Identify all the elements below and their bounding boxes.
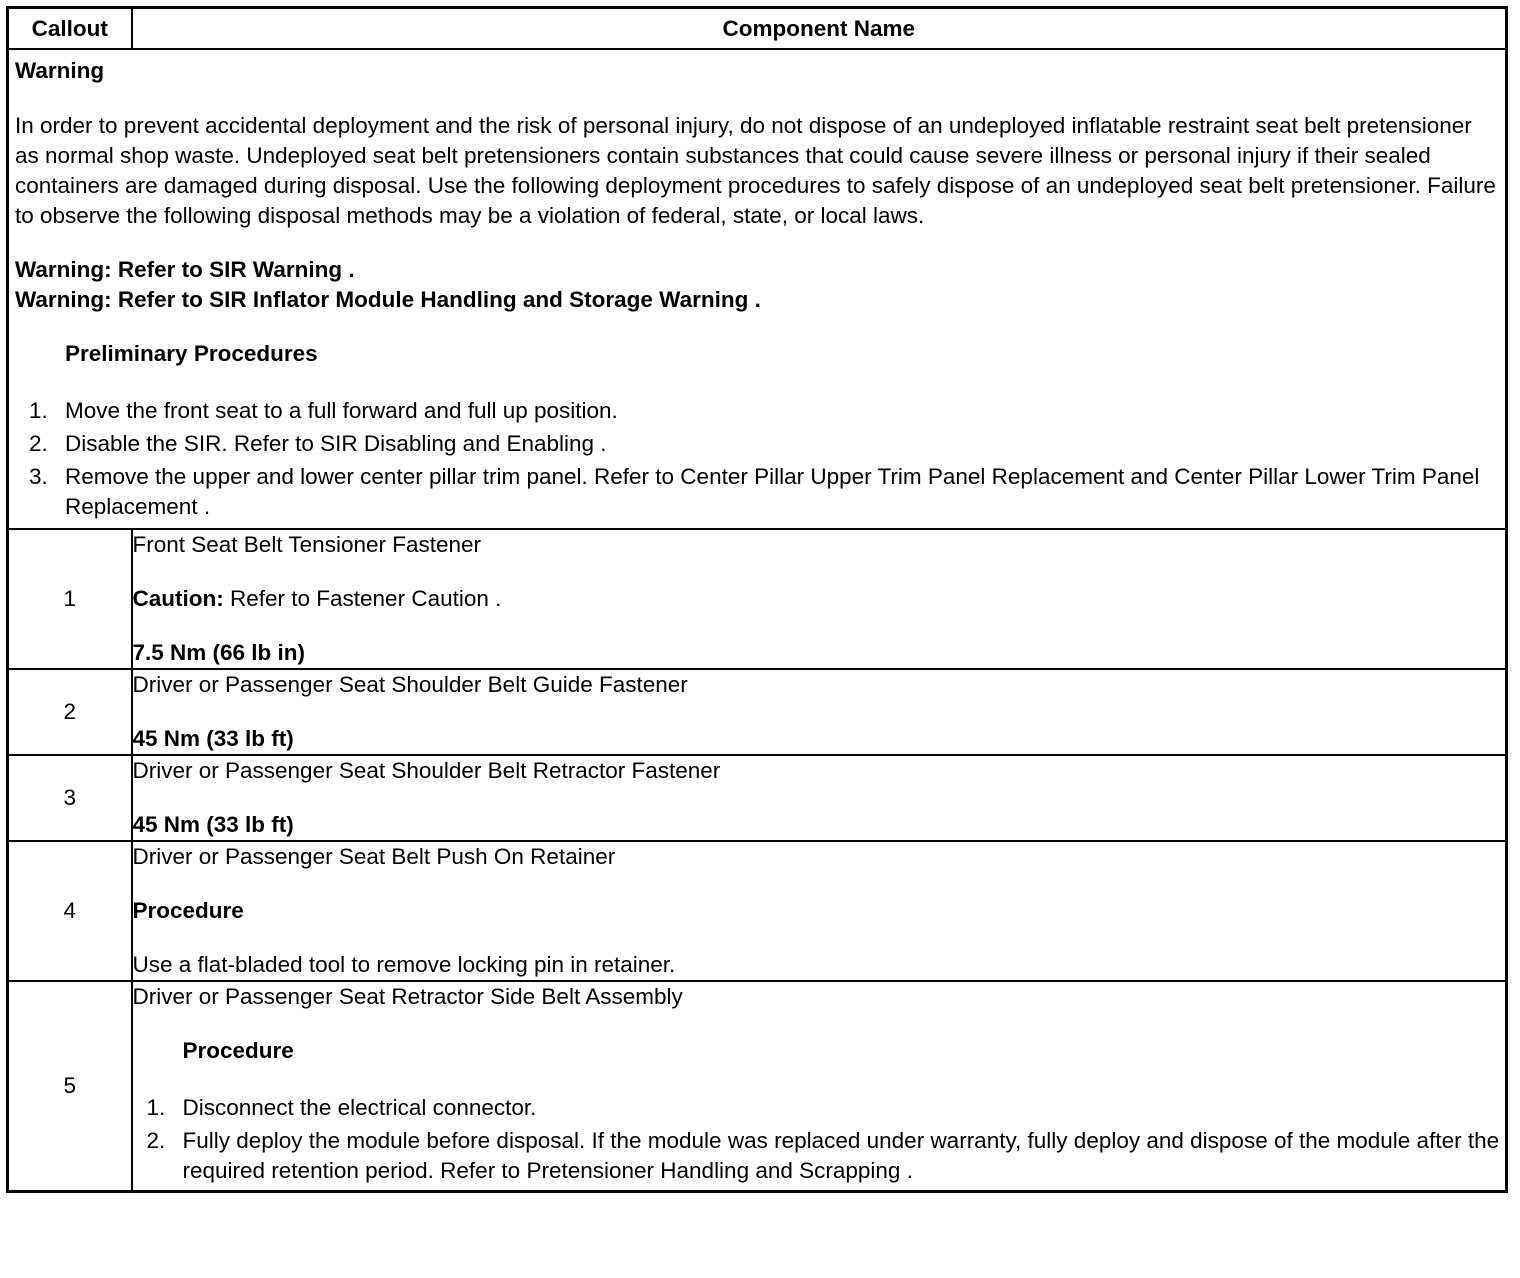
procedure-steps [133,1093,1506,1186]
list-item: 1. Move the front seat to a full forward and full up position. [29,398,618,423]
warning-text: In order to prevent accidental deployment and the risk of personal injury, do not dispose of an undeployed inflatable restraint seat belt pretensioner as normal shop waste. Undeployed seat belt pretensioners contain substances that could cause severe illness or personal injury if their sealed containers are damaged during disposal. Use the following deployment procedures to safely dispose of an undeployed seat belt pretensioner. Failure to observe the following disposal methods may be a violation of federal, state, or local laws. [15,113,1496,228]
intro-cell [8,49,1507,529]
component-cell [132,529,1507,669]
table-row [8,981,1507,1192]
component-name: Driver or Passenger Seat Belt Push On Retainer [132,844,616,869]
warning-ref-inflator: Warning: Refer to SIR Inflator Module Handling and Storage Warning . [15,287,761,312]
procedure-title: Procedure [132,898,244,923]
component-name-header: Component Name [132,8,1507,50]
component-cell [132,981,1507,1192]
table-row [8,841,1507,981]
component-cell [132,755,1507,841]
procedure-text: Use a flat-bladed tool to remove locking pin in retainer. [132,952,676,977]
callout-cell: 1 [8,529,132,669]
component-name: Driver or Passenger Seat Retractor Side Belt Assembly [132,984,683,1009]
caution-line: Caution: Refer to Fastener Caution . [132,586,502,611]
callout-header: Callout [8,8,132,50]
table-row [8,669,1507,755]
warning-ref-sir: Warning: Refer to SIR Warning . [15,257,355,282]
component-name: Front Seat Belt Tensioner Fastener [132,532,482,557]
component-table [6,6,1508,1193]
callout-cell: 3 [8,755,132,841]
warning-title: Warning [15,58,105,83]
component-cell [132,669,1507,755]
table-row [8,755,1507,841]
torque-spec: 45 Nm (33 lb ft) [132,726,294,751]
callout-cell: 4 [8,841,132,981]
intro-row [8,49,1507,529]
list-item: 2. Disable the SIR. Refer to SIR Disabling and Enabling . [29,431,607,456]
procedure-title: Procedure [182,1038,294,1063]
list-item: 1. Disconnect the electrical connector. [146,1095,537,1120]
list-item: 2. Fully deploy the module before disposal. If the module was replaced under warranty, fully deploy and dispose of the module after the required retention period. Refer to Pretensioner Handling and Scrapping . [146,1128,1500,1183]
component-name: Driver or Passenger Seat Shoulder Belt Retractor Fastener [132,758,721,783]
torque-spec: 7.5 Nm (66 lb in) [132,640,306,665]
component-cell [132,841,1507,981]
table-row [8,529,1507,669]
callout-cell: 5 [8,981,132,1192]
list-item: 3. Remove the upper and lower center pillar trim panel. Refer to Center Pillar Upper Trim Panel Replacement and Center Pillar Lower Trim Panel Replacement . [29,464,1480,519]
preliminary-title: Preliminary Procedures [65,341,318,366]
table-header-row [8,8,1507,50]
component-name: Driver or Passenger Seat Shoulder Belt Guide Fastener [132,672,688,697]
torque-spec: 45 Nm (33 lb ft) [132,812,294,837]
callout-cell: 2 [8,669,132,755]
preliminary-steps [15,396,1499,522]
